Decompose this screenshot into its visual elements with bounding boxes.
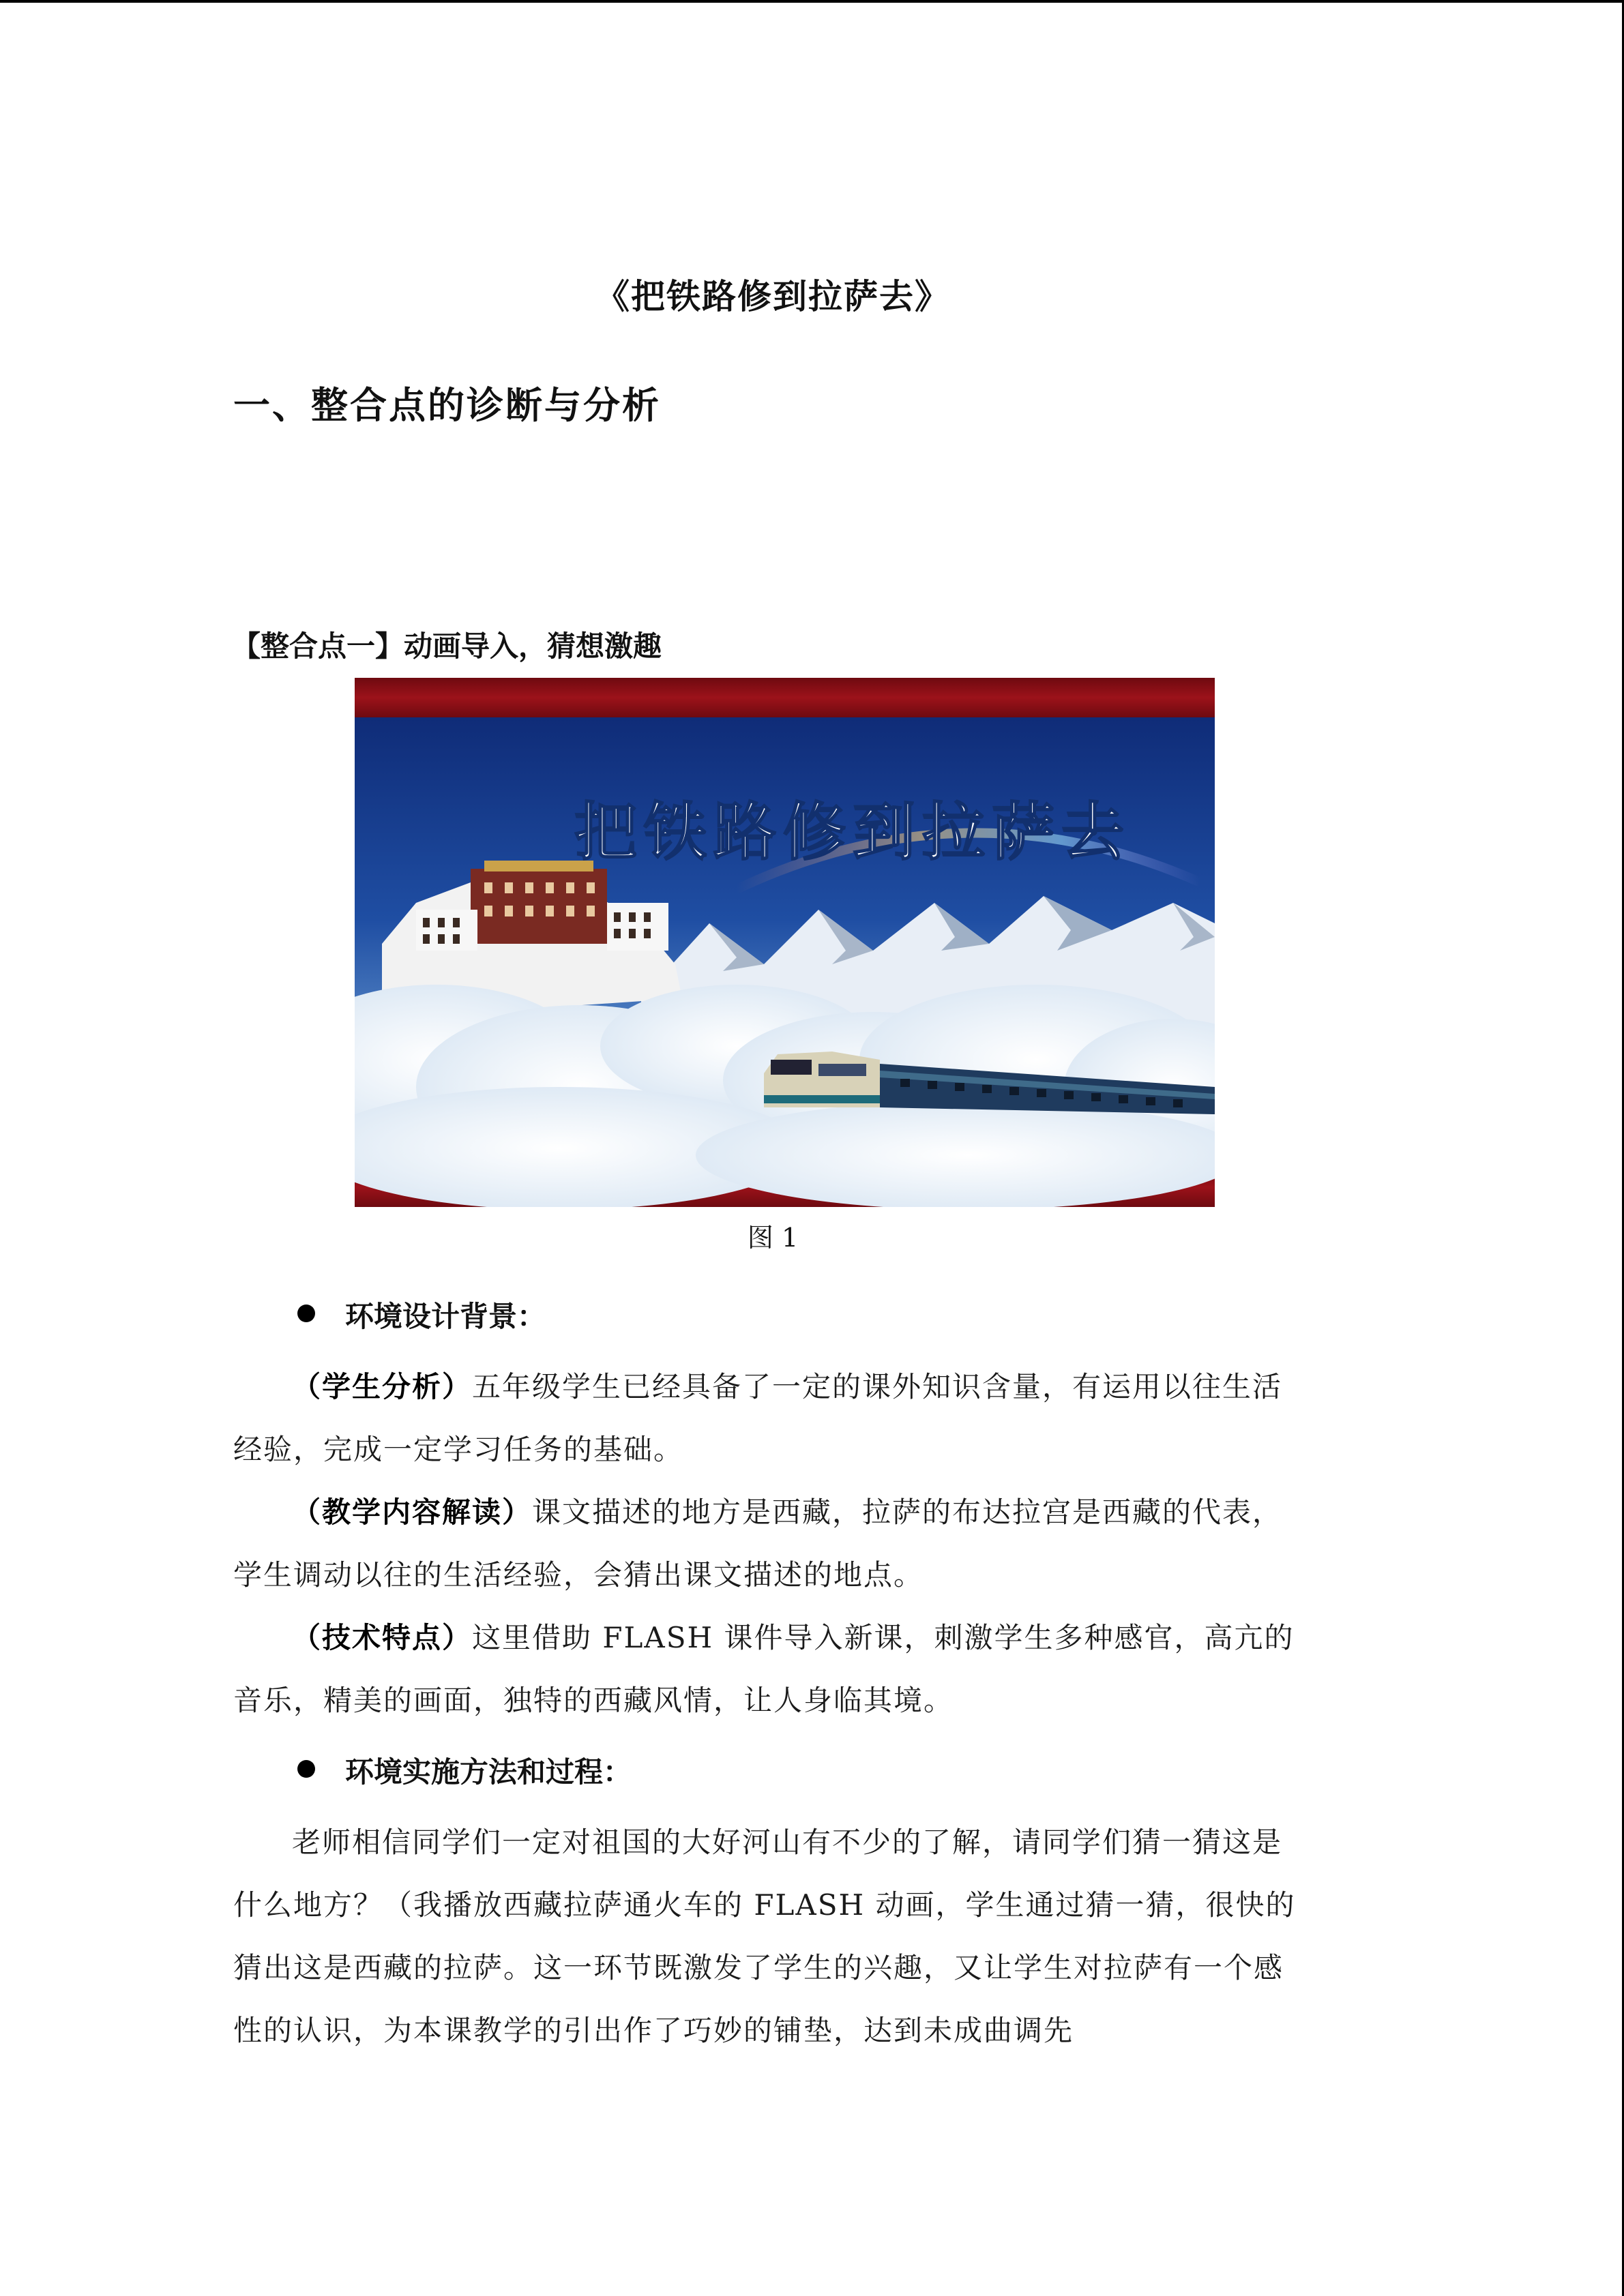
paragraph-lead: （教学内容解读） [292, 1495, 533, 1529]
paragraph-lead: （技术特点） [292, 1621, 473, 1654]
document-title: 《把铁路修到拉萨去》 [595, 277, 950, 316]
figure-caption: 图 1 [747, 1223, 799, 1253]
figure-potala-railway-image [355, 678, 1215, 1207]
paragraph-text: 五年级学生已经具备了一定的课外知识含量，有运用以往生活经验，完成一定学习任务的基础。 [233, 1370, 1283, 1466]
figure-title-text: 把铁路修到拉萨去 [574, 795, 1132, 869]
section-heading: 一、整合点的诊断与分析 [233, 384, 661, 427]
bullet-icon [297, 1760, 315, 1778]
implementation-paragraph: 老师相信同学们一定对祖国的大好河山有不少的了解，请同学们猜一猜这是什么地方？（我播放西藏拉萨通火车的 FLASH 动画，学生通过猜一猜，很快的猜出这是西藏的拉萨。这一环节既激发了学生的兴趣，又让学生对拉萨有一个感性的认识，为本课教学的引出作了巧妙的铺垫，达到未成曲调先 [233, 1825, 1296, 2047]
content-interpretation-paragraph [233, 1481, 1311, 1607]
environment-implementation-heading [297, 1750, 632, 1791]
paragraph-text: 课文描述的地方是西藏，拉萨的布达拉宫是西藏的代表，学生调动以往的生活经验，会猜出课文描述的地点。 [233, 1495, 1283, 1592]
paragraph-text: 这里借助 FLASH 课件导入新课，刺激学生多种感官，高亢的音乐，精美的画面，独特的西藏风情，让人身临其境。 [233, 1621, 1295, 1717]
environment-background-heading [297, 1294, 546, 1335]
environment-implementation-heading-text: 环境实施方法和过程： [345, 1755, 632, 1789]
student-analysis-paragraph [233, 1356, 1311, 1481]
environment-background-heading-text: 环境设计背景： [345, 1300, 546, 1333]
paragraph-lead: （学生分析） [292, 1370, 473, 1403]
technical-features-paragraph [233, 1607, 1311, 1732]
integration-point-heading: 【整合点一】动画导入，猜想激趣 [232, 629, 662, 663]
banner-top-red-band [355, 678, 1215, 717]
page-top-border [0, 0, 1624, 3]
bullet-icon [297, 1304, 315, 1322]
